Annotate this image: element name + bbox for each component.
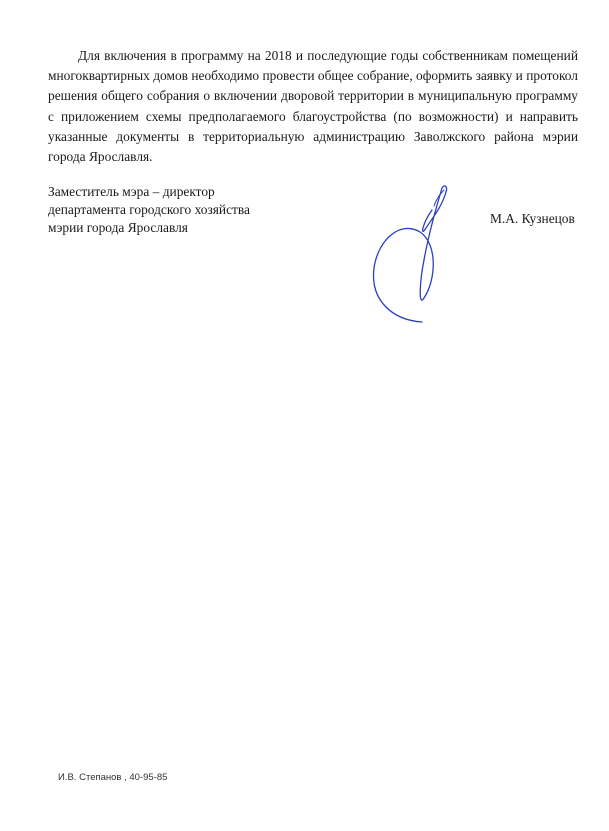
body-paragraph: Для включения в программу на 2018 и последующие годы собственникам помещений многоквартирных домов необходимо провести общее собрание, оформить заявку и протокол решения общего собрания о включении дворовой территории в муниципальную программу с приложением схемы предполагаемого благоустройства (по возможности) и направить указанные документы в территориальную администрацию Заволжского района мэрии города Ярославля. xyxy=(48,48,578,165)
handwritten-signature-icon xyxy=(362,180,462,330)
signer-title-line: мэрии города Ярославля xyxy=(48,220,188,235)
signer-title-line: департамента городского хозяйства xyxy=(48,202,250,217)
signer-title-line: Заместитель мэра – директор xyxy=(48,184,215,199)
footer-contact: И.В. Степанов , 40-95-85 xyxy=(58,772,168,783)
signer-name: М.А. Кузнецов xyxy=(490,211,575,226)
signer-title xyxy=(48,183,348,237)
